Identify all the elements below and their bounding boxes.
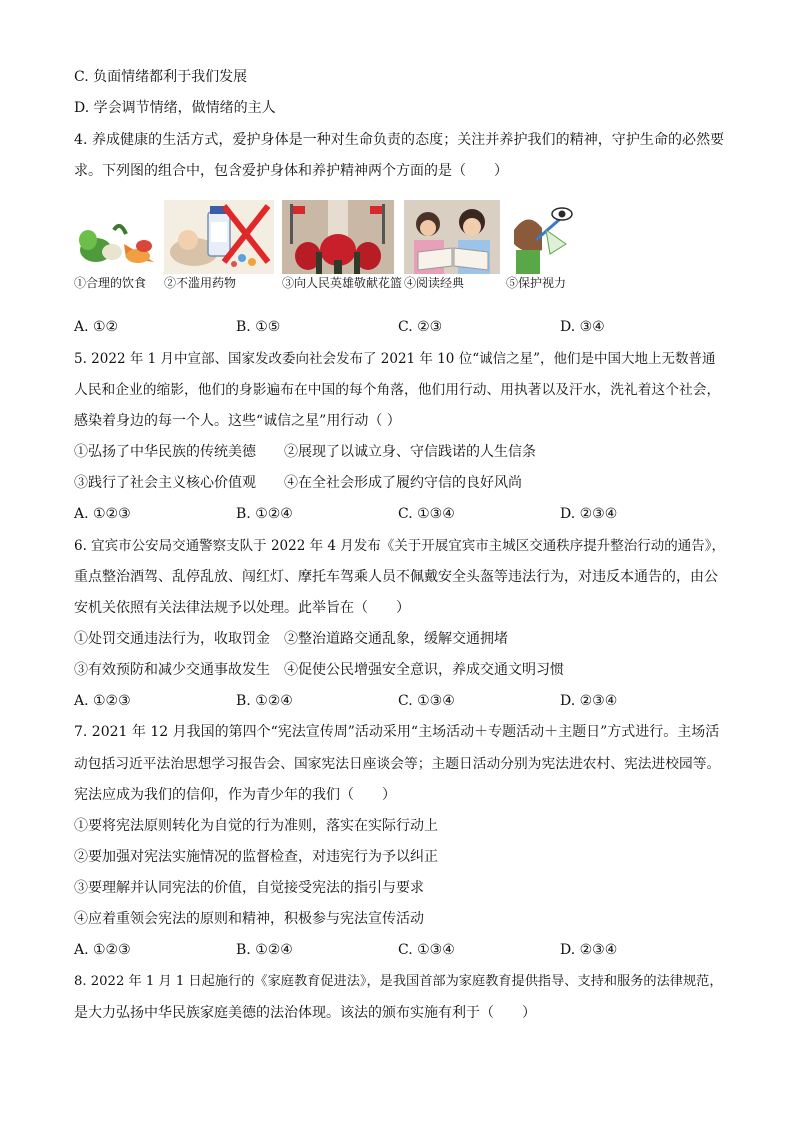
q5-option-a[interactable]: A. ①②③ xyxy=(74,506,131,522)
q5-stem-line3: 感染着身边的每一个人。这些“诚信之星”用行动（ ） xyxy=(74,413,401,429)
figure-item-4 xyxy=(404,200,500,296)
prev-option-d: D. 学会调节情绪，做情绪的主人 xyxy=(74,100,276,116)
q4-option-b[interactable]: B. ①⑤ xyxy=(236,319,281,335)
q5-stem-line2: 人民和企业的缩影，他们的身影遍布在中国的每个角落，他们用行动、用执著以及汗水，洗礼着这个社会， xyxy=(74,382,721,398)
q8-stem-line1: 8. 2022 年 1 月 1 日起施行的《家庭教育促进法》，是我国首部为家庭教育提供指导、支持和服务的法律规范， xyxy=(74,974,723,989)
q5-options xyxy=(74,505,724,523)
figure-item-5 xyxy=(506,200,576,296)
q7-stem-line2: 动包括习近平法治思想学习报告会、国家宪法日座谈会等；主题日活动分别为宪法进农村、宪法进校园等。 xyxy=(74,756,721,772)
figure-caption-2: ②不滥用药物 xyxy=(164,276,237,290)
q6-option-d[interactable]: D. ②③④ xyxy=(560,693,618,709)
q6-option-a[interactable]: A. ①②③ xyxy=(74,693,131,709)
q5-stem-line1: 5. 2022 年 1 月中宣部、国家发改委向社会发布了 2021 年 10 位“诚信之星”，他们是中国大地上无数普通 xyxy=(74,351,716,367)
children-reading-image xyxy=(404,200,500,274)
q6-stem-line1: 6. 宜宾市公安局交通警察支队于 2022 年 4 月发布《关于开展宜宾市主城区交通秩序提升整治行动的通告》， xyxy=(74,538,726,554)
q6-statements-1: ①处罚交通违法行为，收取罚金 ②整治道路交通乱象，缓解交通拥堵 xyxy=(74,631,508,647)
q4-figure xyxy=(74,200,634,296)
medicine-bottle-crossed-image xyxy=(164,200,274,274)
figure-caption-1: ①合理的饮食 xyxy=(74,276,147,290)
q7-statement-3: ③要理解并认同宪法的价值，自觉接受宪法的指引与要求 xyxy=(74,880,424,896)
q4-option-a[interactable]: A. ①② xyxy=(74,319,119,335)
flower-basket-ceremony-image xyxy=(282,200,394,274)
figure-item-3 xyxy=(282,200,403,296)
q4-options xyxy=(74,318,724,336)
q5-statements-2: ③践行了社会主义核心价值观 ④在全社会形成了履约守信的良好风尚 xyxy=(74,475,522,491)
q4-option-d[interactable]: D. ③④ xyxy=(560,319,605,335)
q7-option-a[interactable]: A. ①②③ xyxy=(74,942,131,958)
vegetables-image xyxy=(74,200,164,274)
q6-stem-line2: 重点整治酒驾、乱停乱放、闯红灯、摩托车驾乘人员不佩戴安全头盔等违法行为，对违反本通告的，由公 xyxy=(74,569,718,585)
figure-item-2 xyxy=(164,200,274,296)
q7-stem-line3: 宪法应成为我们的信仰，作为青少年的我们（ ） xyxy=(74,787,396,803)
q5-option-c[interactable]: C. ①③④ xyxy=(398,506,455,522)
figure-caption-3: ③向人民英雄敬献花篮 xyxy=(282,276,403,290)
q7-statement-4: ④应着重领会宪法的原则和精神，积极参与宪法宣传活动 xyxy=(74,911,424,927)
q5-option-b[interactable]: B. ①②④ xyxy=(236,506,293,522)
q5-option-d[interactable]: D. ②③④ xyxy=(560,506,618,522)
q7-option-c[interactable]: C. ①③④ xyxy=(398,942,455,958)
q6-option-c[interactable]: C. ①③④ xyxy=(398,693,455,709)
q4-stem-line1: 4. 养成健康的生活方式，爱护身体是一种对生命负责的态度；关注并养护我们的精神，守护生命的必然要 xyxy=(74,132,725,148)
q7-options xyxy=(74,941,724,959)
q8-stem-line2: 是大力弘扬中华民族家庭美德的法治体现。该法的颁布实施有利于（ ） xyxy=(74,1005,536,1021)
figure-caption-4: ④阅读经典 xyxy=(404,276,465,290)
figure-item-1 xyxy=(74,200,164,296)
figure-caption-5: ⑤保护视力 xyxy=(506,276,567,290)
q6-option-b[interactable]: B. ①②④ xyxy=(236,693,293,709)
q5-statements-1: ①弘扬了中华民族的传统美德 ②展现了以诚立身、守信践诺的人生信条 xyxy=(74,444,536,460)
q7-statement-2: ②要加强对宪法实施情况的监督检查，对违宪行为予以纠正 xyxy=(74,849,438,865)
q7-stem-line1: 7. 2021 年 12 月我国的第四个“宪法宣传周”活动采用“主场活动＋专题活动＋主题日”方式进行。主场活 xyxy=(74,724,720,740)
q6-statements-2: ③有效预防和减少交通事故发生 ④促使公民增强安全意识，养成交通文明习惯 xyxy=(74,662,564,678)
q7-option-d[interactable]: D. ②③④ xyxy=(560,942,618,958)
q6-stem-line3: 安机关依照有关法律法规予以处理。此举旨在（ ） xyxy=(74,600,410,616)
q6-options xyxy=(74,692,724,710)
q4-option-c[interactable]: C. ②③ xyxy=(398,319,443,335)
eye-protection-image xyxy=(506,200,576,274)
q4-stem-line2: 求。下列图的组合中，包含爱护身体和养护精神两个方面的是（ ） xyxy=(74,163,508,179)
q7-statement-1: ①要将宪法原则转化为自觉的行为准则，落实在实际行动上 xyxy=(74,818,438,834)
prev-option-c: C. 负面情绪都利于我们发展 xyxy=(74,69,248,85)
q7-option-b[interactable]: B. ①②④ xyxy=(236,942,293,958)
